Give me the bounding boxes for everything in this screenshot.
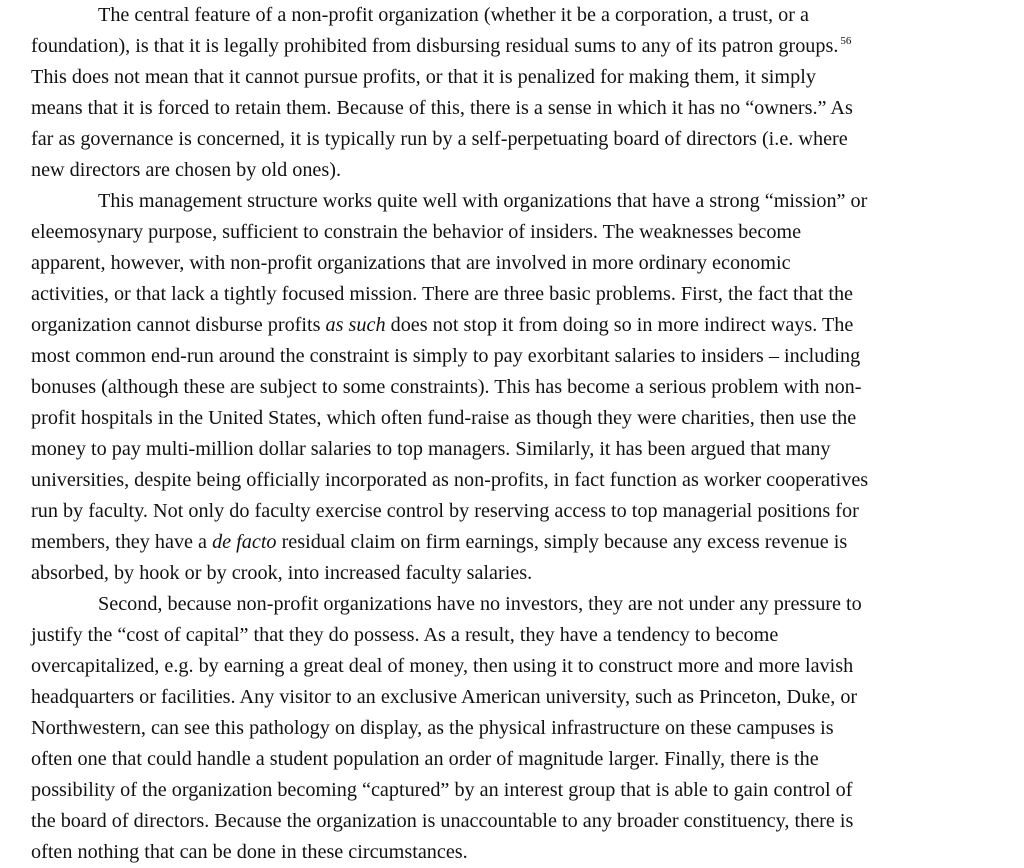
text-line: money to pay multi-million dollar salaries to top managers. Similarly, it has been argued that many [31, 438, 831, 460]
text-line [31, 31, 979, 62]
text-segment: organization cannot disburse profits [31, 314, 326, 336]
text-line: absorbed, by hook or by crook, into increased faculty salaries. [31, 562, 533, 584]
text-line [31, 527, 979, 558]
text-line: run by faculty. Not only do faculty exercise control by reserving access to top managerial positions for [31, 500, 859, 522]
text-segment: does not stop it from doing so in more indirect ways. The [385, 314, 854, 336]
text-line: often nothing that can be done in these circumstances. [31, 841, 468, 863]
text-line: Northwestern, can see this pathology on display, as the physical infrastructure on these campuses is [31, 717, 834, 739]
text-line: The central feature of a non-profit organization (whether it be a corporation, a trust, or a [98, 4, 809, 26]
text-line: This management structure works quite well with organizations that have a strong “mission” or [98, 190, 868, 212]
text-line: new directors are chosen by old ones). [31, 159, 341, 181]
text-segment: members, they have a [31, 531, 213, 553]
text-line: universities, despite being officially incorporated as non-profits, in fact function as worker cooperatives [31, 469, 869, 491]
text-line: justify the “cost of capital” that they do possess. As a result, they have a tendency to become [31, 624, 779, 646]
text-line: the board of directors. Because the organization is unaccountable to any broader constituency, there is [31, 810, 854, 832]
paragraph-1 [31, 0, 979, 186]
paragraph-3 [31, 589, 979, 868]
text-line: activities, or that lack a tightly focused mission. There are three basic problems. First, the fact that the [31, 283, 854, 305]
text-line-content: foundation), is that it is legally prohibited from disbursing residual sums to any of its patron groups. [31, 35, 839, 57]
text-line: bonuses (although these are subject to some constraints). This has become a serious problem with non- [31, 376, 862, 398]
text-line: headquarters or facilities. Any visitor to an exclusive American university, such as Princeton, Duke, or [31, 686, 858, 708]
text-line: most common end-run around the constraint is simply to pay exorbitant salaries to insiders – including [31, 345, 861, 367]
text-line: This does not mean that it cannot pursue profits, or that it is penalized for making them, it simply [31, 66, 816, 88]
document-body [31, 0, 979, 868]
text-line [31, 310, 979, 341]
text-line: far as governance is concerned, it is typically run by a self-perpetuating board of directors (i.e. where [31, 128, 848, 150]
text-line: often one that could handle a student population an order of magnitude larger. Finally, there is the [31, 748, 819, 770]
text-line: overcapitalized, e.g. by earning a great deal of money, then using it to construct more and more lavish [31, 655, 854, 677]
text-line: possibility of the organization becoming “captured” by an interest group that is able to gain control of [31, 779, 853, 801]
footnote-marker[interactable]: 56 [840, 35, 852, 47]
paragraph-2 [31, 186, 979, 589]
italic-text: as such [325, 314, 386, 336]
text-segment: residual claim on firm earnings, simply because any excess revenue is [276, 531, 848, 553]
text-line: profit hospitals in the United States, which often fund-raise as though they were charities, then use the [31, 407, 857, 429]
text-line: Second, because non-profit organizations have no investors, they are not under any pressure to [98, 593, 862, 615]
italic-text: de facto [212, 531, 277, 553]
text-line: means that it is forced to retain them. Because of this, there is a sense in which it has no “owners.” As [31, 97, 853, 119]
text-line: eleemosynary purpose, sufficient to constrain the behavior of insiders. The weaknesses become [31, 221, 802, 243]
text-line: apparent, however, with non-profit organizations that are involved in more ordinary economic [31, 252, 791, 274]
